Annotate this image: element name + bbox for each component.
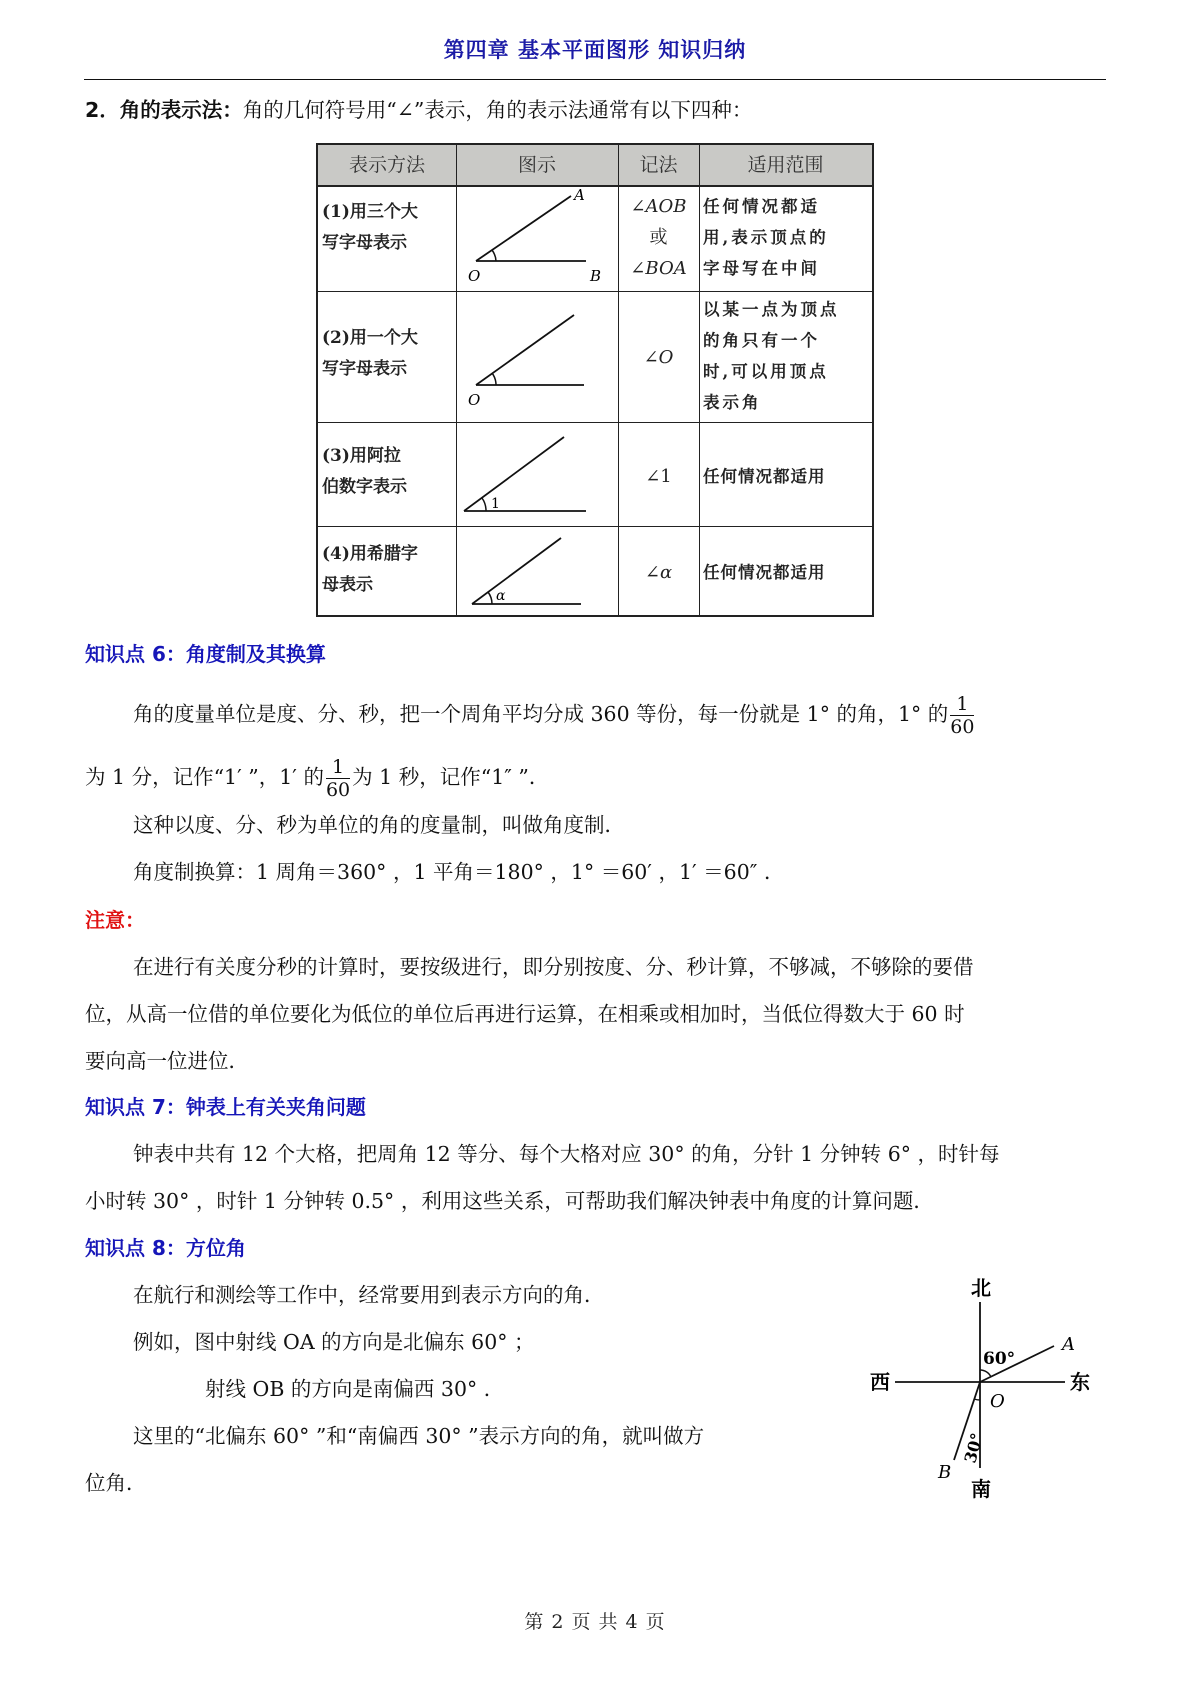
scope-line: 字母写在中间 xyxy=(703,259,820,278)
scope-line: 任何情况都适用 xyxy=(703,467,826,486)
ray-oa xyxy=(476,196,571,261)
angle-label-alpha: α xyxy=(496,588,506,604)
table-row-2-notation xyxy=(618,342,699,373)
angle-arc xyxy=(488,592,492,604)
note-line-2: 位，从高一位借的单位要化为低位的单位后再进行运算，在相乘或相加时，当低位得数大于 60 时 xyxy=(85,1002,965,1026)
note-line-1: 在进行有关度分秒的计算时，要按级进行，即分别按度、分、秒计算，不够减，不够除的要借 xyxy=(133,955,974,979)
kp7-heading: 知识点 7：钟表上有关夹角问题 xyxy=(85,1095,366,1119)
notation-line: ∠BOA xyxy=(630,258,687,279)
kp8-heading: 知识点 8：方位角 xyxy=(85,1236,246,1260)
table-header-figure: 图示 xyxy=(456,145,618,187)
angle-label-1: 1 xyxy=(491,496,500,512)
table-row-4-scope xyxy=(699,557,872,588)
table-row-1-method xyxy=(318,197,456,259)
angle-arc xyxy=(492,373,496,385)
scope-line: 的角只有一个 xyxy=(703,331,820,350)
kp6-paragraph-1b xyxy=(85,756,549,801)
table-row-3-notation xyxy=(618,461,699,492)
section-2-label: 2．角的表示法： xyxy=(85,98,243,122)
kp8-line-3: 射线 OB 的方向是南偏西 30° ． xyxy=(205,1377,505,1401)
kp6-text: 角的度量单位是度、分、秒，把一个周角平均分成 360 等份，每一份就是 1° 的角，1° 的 xyxy=(133,702,949,726)
fraction-1-60 xyxy=(950,693,974,738)
point-label-o: O xyxy=(468,391,481,409)
table-header-method: 表示方法 xyxy=(318,145,456,187)
scope-line: 表示角 xyxy=(703,393,762,412)
kp6-text: 为 1 分，记作“1′ ”，1′ 的 xyxy=(85,765,324,789)
section-2-intro: 角的几何符号用“∠”表示，角的表示法通常有以下四种： xyxy=(242,98,753,122)
table-row-1-notation xyxy=(618,191,699,284)
point-label-b: B xyxy=(938,1462,952,1483)
note-line-3: 要向高一位进位． xyxy=(85,1049,249,1073)
angle-arc xyxy=(492,250,496,261)
notation-line: ∠AOB xyxy=(630,196,687,217)
scope-line: 任何情况都适用 xyxy=(703,563,826,582)
method-line: (3)用阿拉 xyxy=(322,446,401,466)
note-heading: 注意： xyxy=(85,908,145,932)
kp6-text: 为 1 秒，记作“1″ ”． xyxy=(352,765,550,789)
scope-line: 以某一点为顶点 xyxy=(703,300,840,319)
angle-figure-o xyxy=(456,293,618,421)
west-label: 西 xyxy=(870,1370,890,1394)
fraction-1-60 xyxy=(326,756,350,801)
bearing-diagram xyxy=(860,1260,1110,1510)
fraction-denominator: 60 xyxy=(950,716,975,738)
origin-label-o: O xyxy=(990,1391,1005,1412)
scope-line: 用,表示顶点的 xyxy=(703,228,829,247)
angle-label-30: 30° xyxy=(960,1430,987,1466)
angle-arc xyxy=(482,498,486,511)
table-row-3-method xyxy=(318,441,456,503)
method-line: (4)用希腊字 xyxy=(322,544,418,564)
method-line: 母表示 xyxy=(322,575,373,595)
method-line: (1)用三个大 xyxy=(322,202,418,222)
table-header-notation: 记法 xyxy=(618,145,699,187)
south-label: 南 xyxy=(971,1477,991,1501)
east-label: 东 xyxy=(1070,1370,1090,1394)
method-line: 伯数字表示 xyxy=(322,477,407,497)
angle-figure-aob xyxy=(456,187,618,291)
north-label: 北 xyxy=(971,1276,991,1300)
table-row-2-method xyxy=(318,323,456,385)
table-row-divider xyxy=(318,422,872,423)
ray xyxy=(476,315,574,385)
point-label-b: B xyxy=(590,267,602,285)
angle-arc-30 xyxy=(974,1399,980,1400)
table-row-divider xyxy=(318,526,872,527)
kp8-line-1: 在航行和测绘等工作中，经常要用到表示方向的角． xyxy=(133,1283,605,1307)
kp6-paragraph-3: 角度制换算：1 周角＝360° ，1 平角＝180° ，1° ＝60′ ，1′ ＝60″ ． xyxy=(133,860,785,884)
notation-line: 或 xyxy=(649,227,668,248)
kp8-line-4: 这里的“北偏东 60° ”和“南偏西 30° ”表示方向的角，就叫做方 xyxy=(133,1424,705,1448)
method-line: (2)用一个大 xyxy=(322,328,418,348)
angle-figure-alpha xyxy=(456,528,618,616)
table-row-3-scope xyxy=(699,461,872,492)
header-rule xyxy=(84,79,1106,80)
table-row-divider xyxy=(318,291,872,292)
notation-line: ∠α xyxy=(644,562,673,583)
ray xyxy=(472,538,561,604)
fraction-denominator: 60 xyxy=(325,779,351,801)
method-line: 写字母表示 xyxy=(322,233,407,253)
kp6-paragraph-1a xyxy=(133,693,976,738)
angle-arc-60 xyxy=(980,1370,991,1377)
kp8-line-5: 位角． xyxy=(85,1471,147,1495)
page-title: 第四章 基本平面图形 知识归纳 xyxy=(443,38,747,62)
kp6-heading: 知识点 6：角度制及其换算 xyxy=(85,642,326,666)
table-header-scope: 适用范围 xyxy=(699,145,872,187)
angle-label-60: 60° xyxy=(983,1349,1016,1369)
kp8-line-2: 例如，图中射线 OA 的方向是北偏东 60° ； xyxy=(133,1330,535,1354)
method-line: 写字母表示 xyxy=(322,359,407,379)
kp7-line-2: 小时转 30° ，时针 1 分钟转 0.5° ，利用这些关系，可帮助我们解决钟表中角度的计算问题． xyxy=(85,1189,934,1213)
scope-line: 任何情况都适 xyxy=(703,197,820,216)
notation-line: ∠O xyxy=(643,347,674,368)
kp6-paragraph-2: 这种以度、分、秒为单位的角的度量制，叫做角度制． xyxy=(133,813,625,837)
angle-notation-table xyxy=(316,143,874,617)
point-label-a: A xyxy=(574,187,585,204)
kp7-line-1: 钟表中共有 12 个大格，把周角 12 等分、每个大格对应 30° 的角，分针 1 分钟转 6° ，时针每 xyxy=(133,1142,1000,1166)
ray xyxy=(464,437,564,511)
table-row-4-notation xyxy=(618,557,699,588)
table-row-4-method xyxy=(318,539,456,601)
page-footer: 第 2 页 共 4 页 xyxy=(524,1611,666,1633)
fraction-numerator: 1 xyxy=(326,756,350,779)
point-label-o: O xyxy=(468,267,481,285)
notation-line: ∠1 xyxy=(645,466,672,487)
fraction-numerator: 1 xyxy=(950,693,974,716)
table-row-2-scope xyxy=(699,294,872,418)
angle-figure-1 xyxy=(456,424,618,526)
scope-line: 时,可以用顶点 xyxy=(703,362,829,381)
section-2-line xyxy=(85,96,752,124)
point-label-a: A xyxy=(1062,1334,1075,1355)
table-row-1-scope xyxy=(699,191,872,284)
